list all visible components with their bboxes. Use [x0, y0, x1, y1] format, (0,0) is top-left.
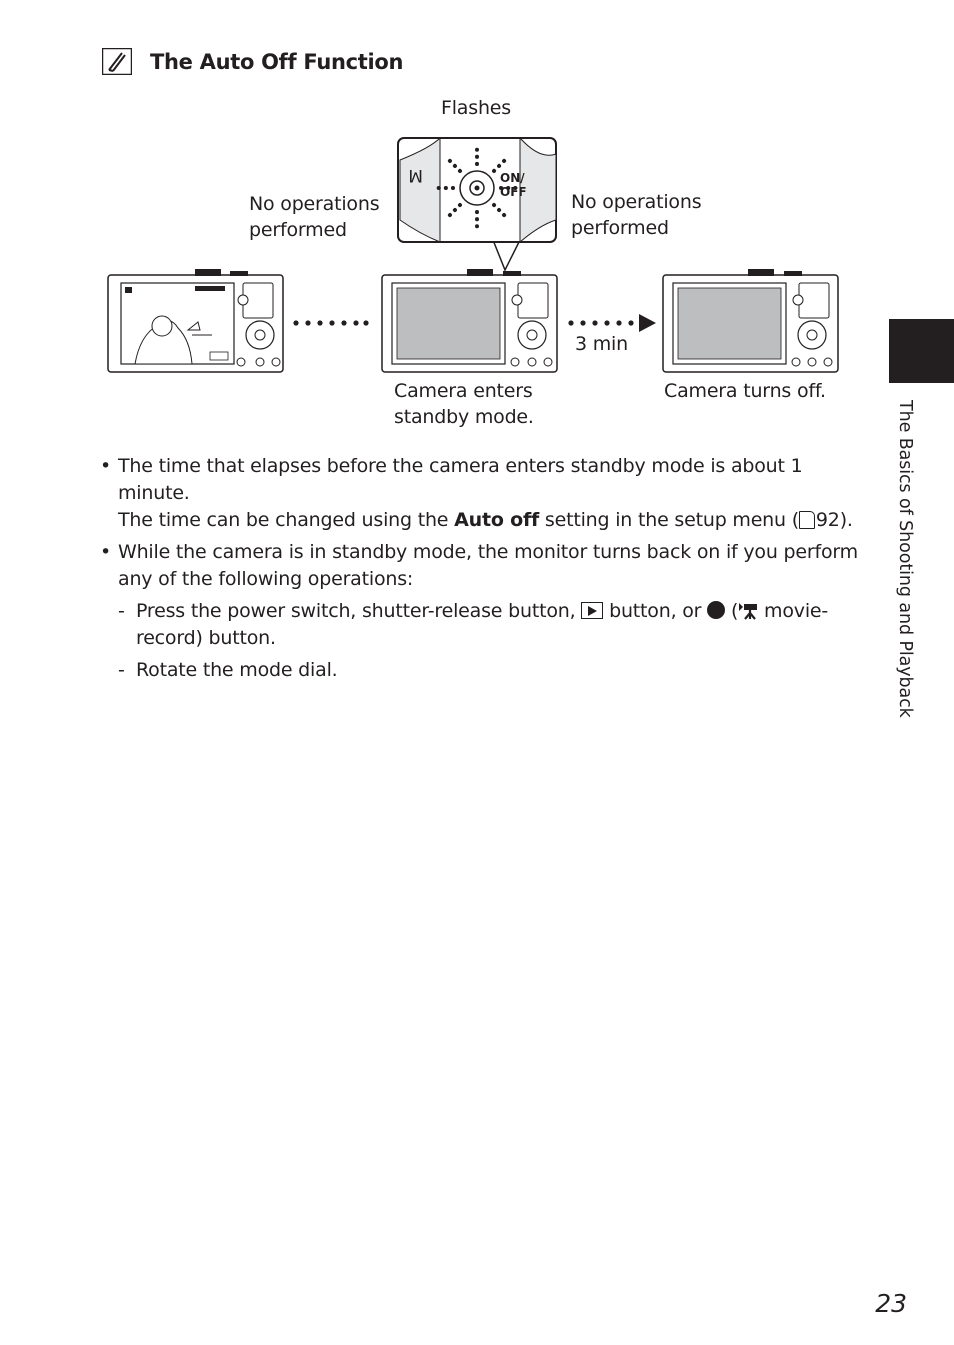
svg-text:ON/: ON/ — [500, 171, 525, 185]
label-no-ops-right: No operations performed — [571, 191, 702, 239]
label-flashes: Flashes — [441, 97, 511, 119]
bullet-list — [100, 453, 860, 689]
camera-on-illustration — [108, 269, 283, 372]
sub-marker: - — [118, 659, 125, 681]
camera-standby-illustration — [382, 269, 557, 372]
movie-camera-icon — [738, 602, 758, 620]
sub-item-1: - Press the power switch, shutter-release button, button, or ( movie-record) button. — [118, 600, 829, 649]
sub-item-2: - Rotate the mode dial. — [100, 657, 860, 684]
section-title-vertical: The Basics of Shooting and Playback — [895, 400, 915, 718]
section-tab-marker — [889, 319, 954, 383]
auto-off-setting-name: Auto off — [454, 509, 540, 531]
camera-off-illustration — [663, 269, 838, 372]
svg-text:M: M — [408, 165, 423, 185]
dotted-arrow-connector — [568, 314, 656, 332]
power-lamp-zoom-callout — [398, 138, 556, 270]
bullet-marker: • — [100, 541, 112, 563]
svg-text:OFF: OFF — [500, 185, 527, 199]
note-pencil-icon — [102, 48, 132, 75]
note-title: The Auto Off Function — [150, 50, 404, 74]
bullet-marker: • — [100, 455, 112, 477]
page-reference[interactable]: 92 — [815, 509, 840, 531]
playback-button-icon — [581, 602, 603, 619]
label-no-ops-left: No operations performed — [249, 193, 380, 241]
bullet-item-1: • The time that elapses before the camera enters standby mode is about 1 minute. The time can be changed using the Auto off setting in the setup menu ( 92). — [100, 455, 853, 531]
bullet-item-2: • While the camera is in standby mode, the monitor turns back on if you perform any of the following operations: — [100, 541, 858, 590]
auto-off-diagram — [100, 130, 850, 380]
label-turns-off: Camera turns off. — [664, 380, 826, 402]
sub-marker: - — [118, 600, 125, 622]
page-number: 23 — [875, 1289, 907, 1318]
label-standby: Camera enters standby mode. — [394, 380, 534, 428]
movie-record-dot-icon — [707, 601, 725, 619]
dotted-connector-1 — [293, 320, 368, 325]
label-three-min: 3 min — [575, 333, 628, 355]
page-reference-icon — [799, 511, 815, 529]
